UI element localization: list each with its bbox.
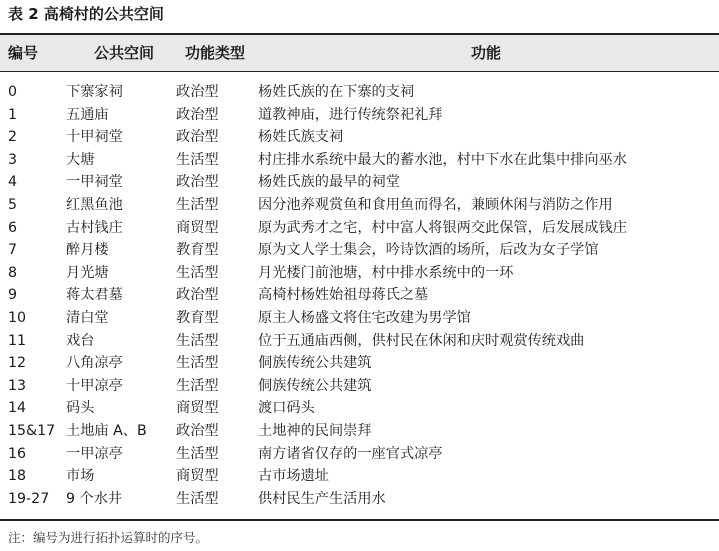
cell-function: 南方诸省仅存的一座官式凉亭 [258,445,443,462]
cell-number: 8 [8,264,18,281]
column-header-name: 公共空间 [93,44,154,62]
table-row [0,330,719,353]
cell-space-name: 八角凉亭 [66,355,123,372]
table-header-rule [0,71,719,72]
cell-space-name: 市场 [66,468,95,485]
table-note: 注：编号为进行拓扑运算时的序号。 [8,530,209,545]
cell-function-type: 生活型 [176,355,219,372]
cell-function: 杨姓氏族的最早的祠堂 [258,174,400,191]
cell-function: 杨姓氏族支祠 [258,129,344,146]
cell-space-name: 9 个水井 [66,490,123,507]
cell-function-type: 政治型 [176,287,219,304]
cell-function: 渡口码头 [258,400,315,417]
cell-function: 原为武秀才之宅，村中富人将银两交此保管，后发展成钱庄 [258,219,627,236]
table-row [0,149,719,172]
cell-space-name: 古村钱庄 [66,219,123,236]
cell-space-name: 一甲祠堂 [66,174,123,191]
cell-function-type: 政治型 [176,84,219,100]
cell-number: 0 [8,84,18,100]
table-header-row [0,35,719,71]
cell-function: 杨姓氏族的在下寨的支祠 [258,84,415,100]
cell-space-name: 红黑鱼池 [66,196,123,213]
cell-space-name: 码头 [66,400,95,417]
cell-function: 月光楼门前池塘，村中排水系统中的一环 [258,264,514,281]
table-row [0,352,719,375]
cell-space-name: 清白堂 [66,309,109,326]
cell-space-name: 土地庙 A、B [66,422,147,439]
cell-number: 2 [8,129,18,146]
cell-number: 16 [8,445,27,462]
cell-function-type: 政治型 [176,422,219,439]
table-bottom-rule [0,519,719,521]
cell-function: 土地神的民间崇拜 [258,422,372,439]
table-body [0,81,719,510]
cell-space-name: 戏台 [66,332,95,349]
table-row [0,262,719,285]
cell-space-name: 五通庙 [66,106,109,123]
cell-function-type: 教育型 [176,309,219,326]
table-row [0,420,719,443]
cell-function: 古市场遗址 [258,468,329,485]
cell-number: 7 [8,242,18,259]
cell-function: 侗族传统公共建筑 [258,355,372,372]
cell-space-name: 月光塘 [66,264,109,281]
table-row [0,375,719,398]
cell-function-type: 生活型 [176,332,219,349]
cell-function-type: 生活型 [176,490,219,507]
cell-function-type: 政治型 [176,174,219,191]
cell-function-type: 教育型 [176,242,219,259]
cell-number: 10 [8,309,27,326]
cell-number: 18 [8,468,27,485]
table-row [0,217,719,240]
cell-number: 14 [8,400,27,417]
table-row [0,171,719,194]
cell-space-name: 一甲凉亭 [66,445,123,462]
cell-function-type: 商贸型 [176,468,219,485]
table-row [0,307,719,330]
table-row [0,443,719,466]
cell-space-name: 十甲祠堂 [66,129,123,146]
table-row [0,104,719,127]
cell-number: 11 [8,332,27,349]
table-row [0,81,719,104]
cell-function: 因分池养观赏鱼和食用鱼而得名，兼顾休闲与消防之作用 [258,196,613,213]
cell-function-type: 政治型 [176,129,219,146]
cell-function-type: 生活型 [176,445,219,462]
cell-number: 15&17 [8,422,56,439]
cell-function-type: 政治型 [176,106,219,123]
cell-number: 3 [8,151,18,168]
column-header-func: 功能 [470,44,501,62]
cell-function-type: 生活型 [176,196,219,213]
cell-number: 6 [8,219,18,236]
cell-space-name: 大塘 [66,151,95,168]
column-header-num: 编号 [8,44,39,62]
cell-function-type: 商贸型 [176,400,219,417]
cell-number: 9 [8,287,18,304]
cell-function-type: 商贸型 [176,219,219,236]
table-caption: 表 2 高椅村的公共空间 [8,5,164,23]
cell-space-name: 下寨家祠 [66,84,123,100]
table-row [0,284,719,307]
table-row [0,239,719,262]
table-row [0,194,719,217]
cell-function: 位于五通庙西侧，供村民在休闲和庆时观赏传统戏曲 [258,332,585,349]
cell-space-name: 蒋太君墓 [66,287,123,304]
cell-number: 1 [8,106,18,123]
cell-function: 村庄排水系统中最大的蓄水池，村中下水在此集中排向巫水 [258,151,627,168]
cell-number: 19-27 [8,490,50,507]
cell-function: 道教神庙，进行传统祭祀礼拜 [258,106,443,123]
table-row [0,488,719,511]
cell-function: 供村民生产生活用水 [258,490,386,507]
cell-number: 5 [8,196,18,213]
cell-function-type: 生活型 [176,264,219,281]
cell-function: 原主人杨盛文将住宅改建为男学馆 [258,309,471,326]
cell-function-type: 生活型 [176,151,219,168]
table-row [0,397,719,420]
cell-number: 13 [8,377,27,394]
column-header-type: 功能类型 [184,44,245,62]
table-row [0,126,719,149]
cell-number: 12 [8,355,27,372]
cell-space-name: 醉月楼 [66,242,109,259]
cell-space-name: 十甲凉亭 [66,377,123,394]
cell-function-type: 生活型 [176,377,219,394]
table-row [0,465,719,488]
cell-function: 侗族传统公共建筑 [258,377,372,394]
cell-function: 高椅村杨姓始祖母蒋氏之墓 [258,287,429,304]
cell-number: 4 [8,174,18,191]
cell-function: 原为文人学士集会，吟诗饮酒的场所，后改为女子学馆 [258,242,599,259]
